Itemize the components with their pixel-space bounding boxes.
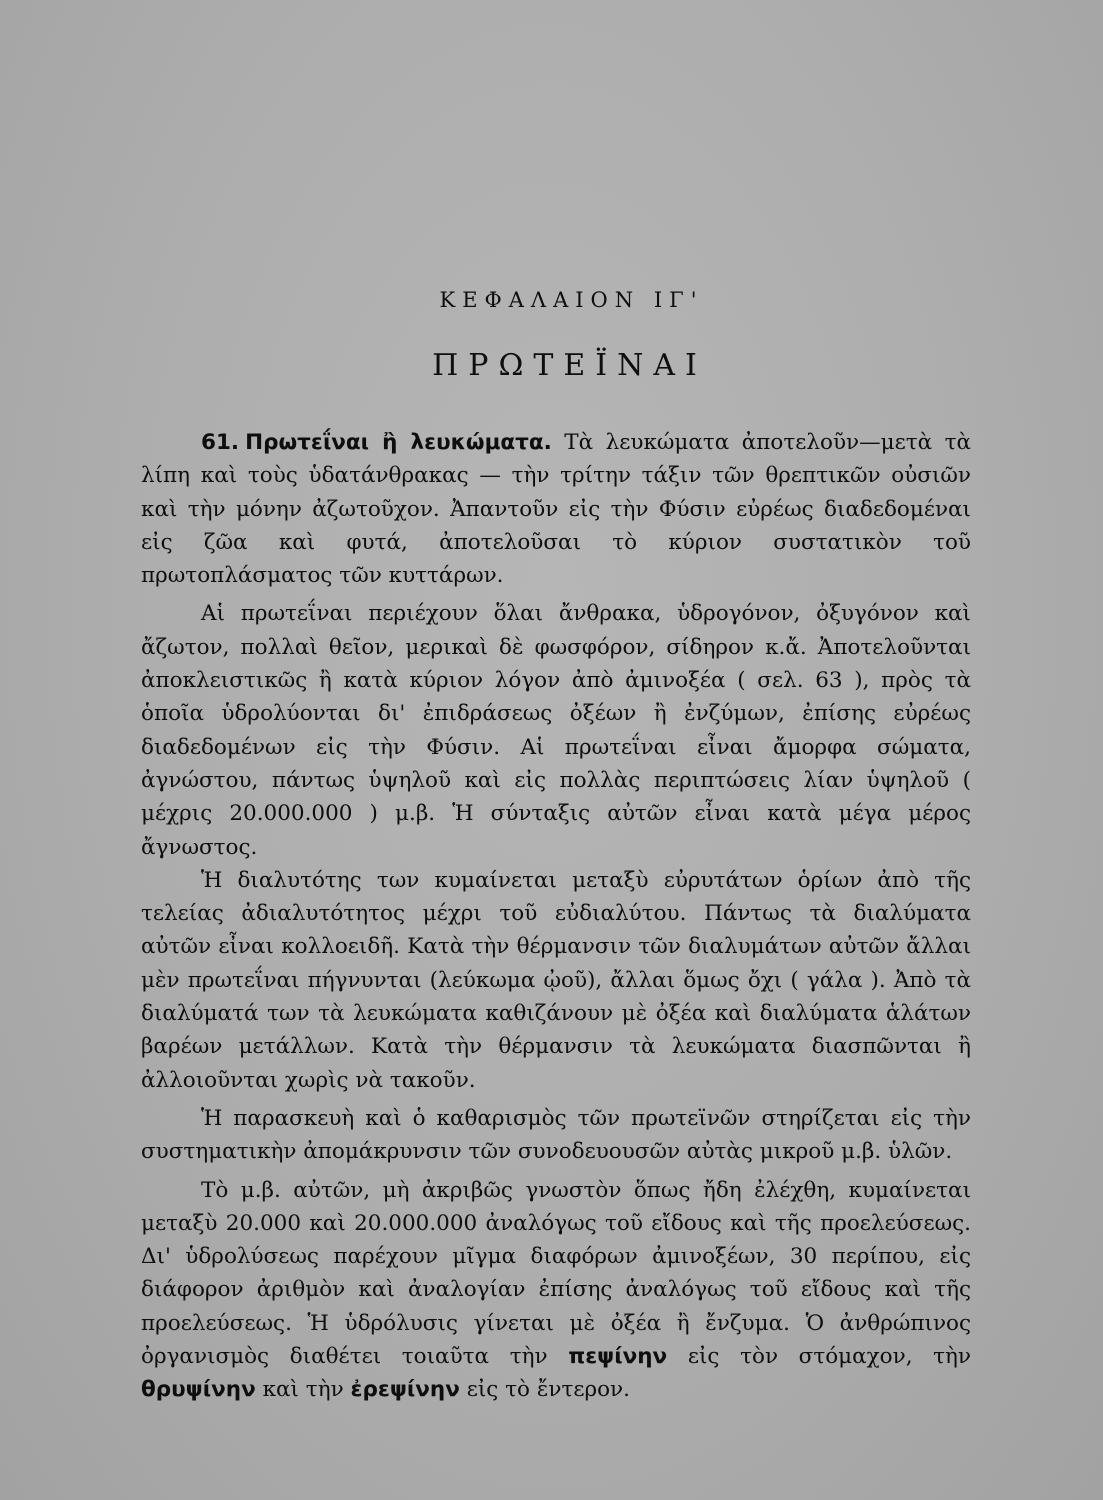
section-number: 61. [201,430,240,455]
term-erepsin: ἐρεψίνην [350,1377,460,1403]
chapter-title: ΠΡΩΤΕΪΝΑΙ [432,348,707,383]
paragraph-5-end: εἰς τὸ ἔντερον. [466,1377,630,1403]
page-body [141,426,971,1407]
paragraph-5-mid-2: καὶ τὴν [262,1377,344,1403]
paragraph-3: Ἡ διαλυτότης των κυμαίνεται μεταξὺ εὐρυτάτων ὁρίων ἀπὸ τῆς τελείας ἀδιαλυτότητος μέχρι τοῦ εὐδιαλύτου. Πάντως τὰ διαλύματα αὐτῶν εἶναι κολλοειδῆ. Κατὰ τὴν θέρμανσιν τῶν διαλυμάτων αὐτῶν ἄλλαι μὲν πρωτεΐναι πήγνυνται (λεύκωμα ᾠοῦ), ἄλλαι ὅμως ὄχι ( γάλα ). Ἀπὸ τὰ διαλύματά των τὰ λευκώματα καθιζάνουν μὲ ὀξέα καὶ διαλύματα ἁλάτων βαρέων μετάλλων. Κατὰ τὴν θέρμανσιν τὰ λευκώματα διασπῶνται ἢ ἀλλοιοῦνται χωρὶς νὰ τακοῦν. [141,867,971,1093]
paragraph-5 [141,1174,971,1407]
paragraph-2: Αἱ πρωτεΐναι περιέχουν ὅλαι ἄνθρακα, ὑδρογόνον, ὀξυγόνον καὶ ἄζωτον, πολλαὶ θεῖον, μερικαὶ δὲ φωσφόρον, σίδηρον κ.ἄ. Ἀποτελοῦνται ἀποκλειστικῶς ἢ κατὰ κύριον λόγον ἀπὸ ἀμινοξέα ( σελ. 63 ), πρὸς τὰ ὁποῖα ὑδρολύονται δι' ἐπιδράσεως ὀξέων ἢ ἐνζύμων, ἐπίσης εὐρέως διαδεδομένων εἰς τὴν Φύσιν. Αἱ πρωτεΐναι εἶναι ἄμορφα σώματα, ἀγνώστου, πάντως ὑψηλοῦ καὶ εἰς πολλὰς περιπτώσεις λίαν ὑψηλοῦ ( μέχρις 20.000.000 ) μ.β. Ἡ σύνταξις αὐτῶν εἶναι κατὰ μέγα μέρος ἄγνωστος. [141,601,971,860]
paragraph-5-text: Τὸ μ.β. αὐτῶν, μὴ ἀκριβῶς γνωστὸν ὅπως ἤδη ἐλέχθη, κυμαίνεται μεταξὺ 20.000 καὶ 20.000.000 ἀναλόγως τοῦ εἴδους καὶ τῆς προελεύσεως. Δι' ὑδρολύσεως παρέχουν μῖγμα διαφόρων ἀμινοξέων, 30 περίπου, εἰς διάφορον ἀριθμὸν καὶ ἀναλογίαν ἐπίσης ἀναλόγως τοῦ εἴδους καὶ τῆς προελεύσεως. Ἡ ὑδρόλυσις γίνεται μὲ ὀξέα ἢ ἔνζυμα. Ὁ ἀνθρώπινος ὀργανισμὸς διαθέτει τοιαῦτα τὴν [141,1177,971,1370]
paragraph-1-text: Τὰ λευκώματα ἀποτελοῦν—μετὰ τὰ λίπη καὶ τοὺς ὑδατάνθρακας — τὴν τρίτην τάξιν τῶν θρεπτικῶν οὐσιῶν καὶ τὴν μόνην ἀζωτοῦχον. Ἀπαντοῦν εἰς τὴν Φύσιν εὐρέως διαδεδομέναι εἰς ζῶα καὶ φυτά, ἀποτελοῦσαι τὸ κύριον συστατικὸν τοῦ πρωτοπλάσματος τῶν κυττάρων. [141,430,971,589]
paragraph-1 [141,426,971,592]
chapter-label: ΚΕΦΑΛΑΙΟΝ ΙΓ' [439,288,704,312]
paragraph-4: Ἡ παρασκευὴ καὶ ὁ καθαρισμὸς τῶν πρωτεϊνῶν στηρίζεται εἰς τὴν συστηματικὴν ἀπομάκρυνσιν τῶν συνοδευουσῶν αὐτὰς μικροῦ μ.β. ὑλῶν. [141,1105,971,1165]
term-pepsin: πεψίνην [568,1344,668,1370]
term-trypsin: θρυψίνην [141,1377,256,1403]
section-title: Πρωτεΐναι ἢ λευκώματα. [245,430,552,455]
paragraph-5-mid-1: εἰς τὸν στόμαχον, τὴν [687,1344,971,1370]
